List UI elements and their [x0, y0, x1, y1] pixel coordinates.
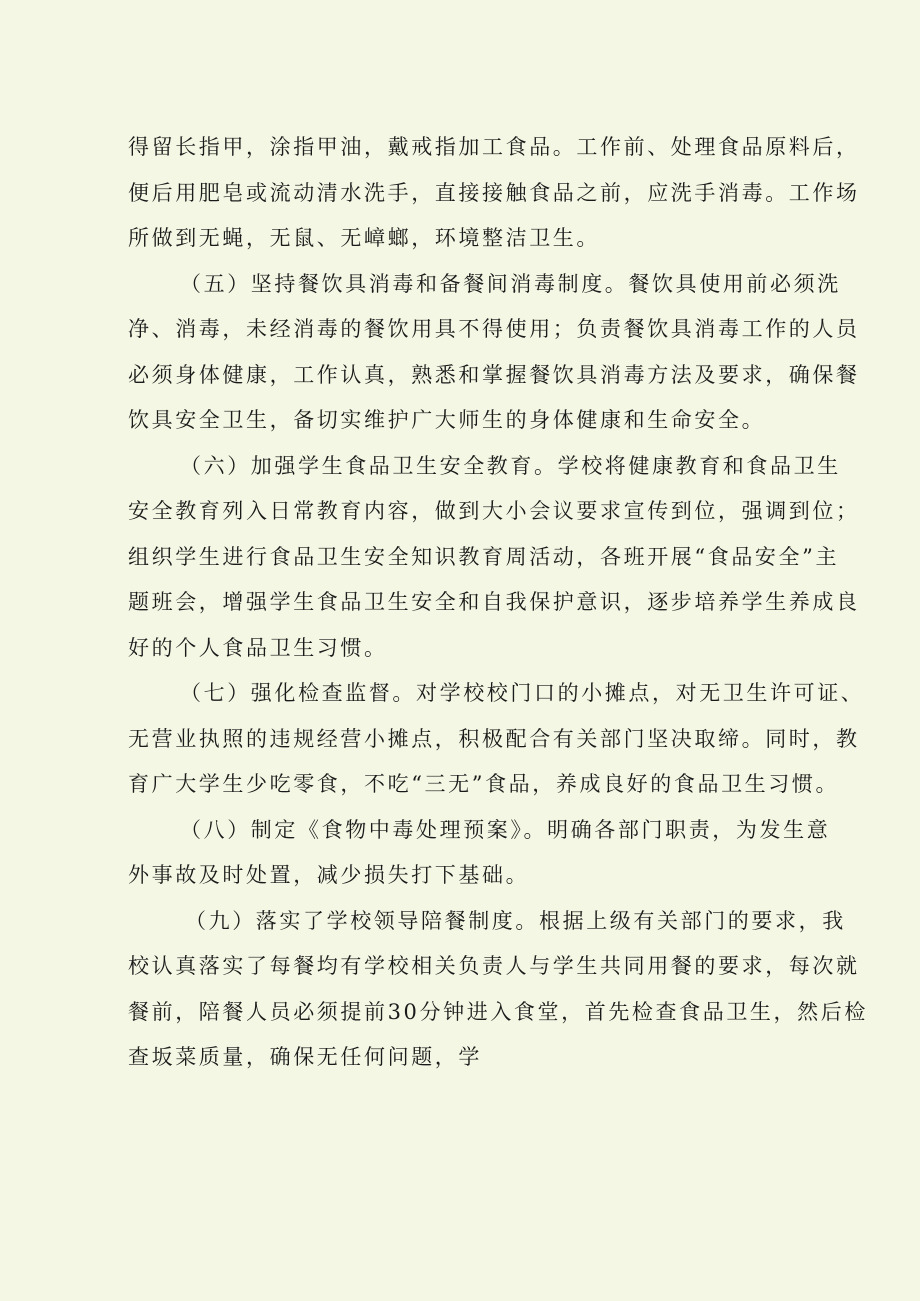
- line-text: 校认真落实了每餐均有学校相关负责人与学生共同用餐的要求，每次就: [128, 954, 860, 978]
- line-text: 育广大学生少吃零食，不吃“三无”食品，养成良好的食品卫生习惯。: [128, 772, 840, 796]
- text-line: [0, 583, 920, 621]
- text-line: [0, 174, 920, 212]
- paragraph-start-line: [0, 811, 920, 849]
- line-text: 饮具安全卫生，备切实维护广大师生的身体健康和生命安全。: [128, 408, 766, 432]
- text-line: [0, 538, 920, 576]
- line-text: 题班会，增强学生食品卫生安全和自我保护意识，逐步培养学生养成良: [128, 590, 860, 614]
- text-line: [0, 356, 920, 394]
- line-text: 得留长指甲，涂指甲油，戴戒指加工食品。工作前、处理食品原料后，: [128, 135, 860, 159]
- line-text: （七）强化检查监督。对学校校门口的小摊点，对无卫生许可证、: [180, 681, 865, 705]
- line-text: 外事故及时处置，减少损失打下基础。: [128, 863, 530, 887]
- text-line: [0, 765, 920, 803]
- line-text: 组织学生进行食品卫生安全知识教育周活动，各班开展“食品安全”主: [128, 545, 840, 569]
- line-text: 餐前，陪餐人员必须提前30分钟进入食堂，首先检查食品卫生，然后检: [128, 1000, 868, 1024]
- line-text: 所做到无蝇，无鼠、无嶂螂，环境整洁卫生。: [128, 226, 600, 250]
- text-line: [0, 401, 920, 439]
- line-text: 必须身体健康，工作认真，熟悉和掌握餐饮具消毒方法及要求，确保餐: [128, 363, 860, 387]
- text-line: [0, 629, 920, 667]
- line-text: 净、消毒，未经消毒的餐饮用具不得使用；负责餐饮具消毒工作的人员: [128, 317, 860, 341]
- paragraph-start-line: [0, 265, 920, 303]
- line-text: 便后用肥皂或流动清水洗手，直接接触食品之前，应洗手消毒。工作场: [128, 181, 860, 205]
- line-text: 查坂菜质量，确保无任何问题，学: [128, 1045, 482, 1069]
- text-line: [0, 219, 920, 257]
- line-text: 好的个人食品卫生习惯。: [128, 636, 388, 660]
- line-text: （六）加强学生食品卫生安全教育。学校将健康教育和食品卫生: [180, 454, 841, 478]
- text-line: [0, 310, 920, 348]
- text-line: [0, 947, 920, 985]
- paragraph-start-line: [0, 447, 920, 485]
- line-text: （八）制定《食物中毒处理预案》。明确各部门职责，为发生意: [180, 818, 831, 842]
- line-text: （五）坚持餐饮具消毒和备餐间消毒制度。餐饮具使用前必须洗: [180, 272, 841, 296]
- paragraph-start-line: [0, 674, 920, 712]
- text-line: [0, 720, 920, 758]
- paragraph-start-line: [0, 902, 920, 940]
- line-text: 安全教育列入日常教育内容，做到大小会议要求宣传到位，强调到位；: [128, 499, 860, 523]
- text-line: [0, 492, 920, 530]
- line-text: 无营业执照的违规经营小摊点，积极配合有关部门坚决取缔。同时，教: [128, 727, 860, 751]
- line-text: （九）落实了学校领导陪餐制度。根据上级有关部门的要求，我: [185, 909, 846, 933]
- text-line: [0, 128, 920, 166]
- text-line: [0, 1038, 920, 1076]
- text-line: [0, 993, 920, 1031]
- text-line: [0, 856, 920, 894]
